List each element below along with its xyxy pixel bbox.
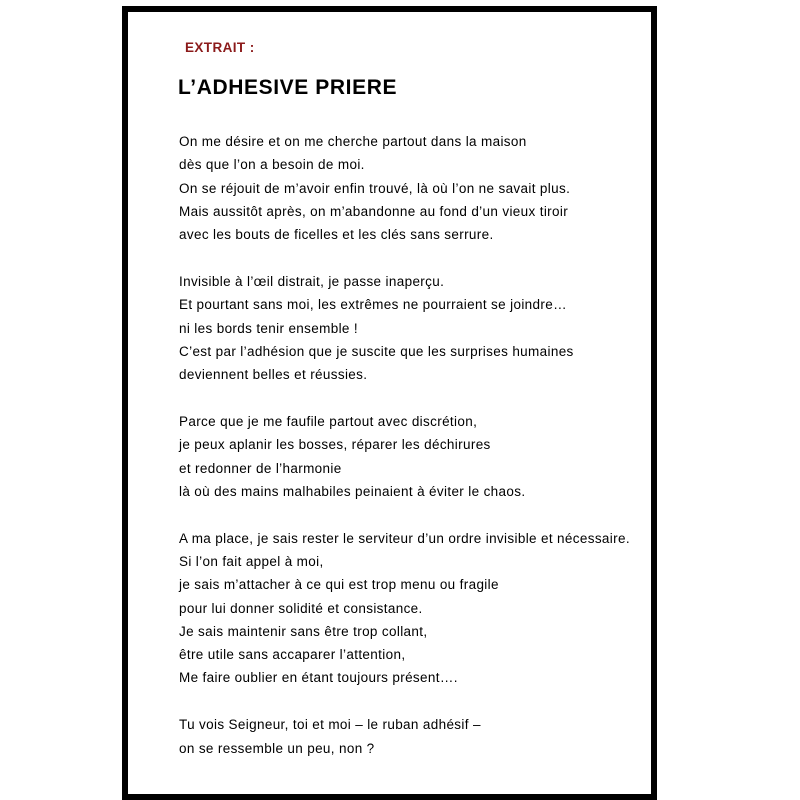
poem-line: là où des mains malhabiles peinaient à éviter le chaos. — [179, 483, 526, 499]
poem-line: On se réjouit de m’avoir enfin trouvé, là où l’on ne savait plus. — [179, 180, 571, 196]
poem-line: être utile sans accaparer l’attention, — [179, 647, 406, 663]
poem-line: Invisible à l’œil distrait, je passe inaperçu. — [179, 273, 445, 289]
poem-line: on se ressemble un peu, non ? — [179, 740, 375, 756]
stanza-1 — [179, 130, 630, 246]
poem-line: ni les bords tenir ensemble ! — [179, 320, 358, 336]
poem-line: Et pourtant sans moi, les extrêmes ne pourraient se joindre… — [179, 297, 567, 313]
poem-line: C’est par l’adhésion que je suscite que les surprises humaines — [179, 343, 574, 359]
stanza-3 — [179, 410, 630, 503]
poem-line: avec les bouts de ficelles et les clés sans serrure. — [179, 227, 494, 243]
poem-line: deviennent belles et réussies. — [179, 367, 368, 383]
poem-line: je sais m’attacher à ce qui est trop menu ou fragile — [179, 577, 499, 593]
stanza-5 — [179, 713, 630, 760]
poem-title: L’ADHESIVE PRIERE — [178, 76, 398, 99]
poem-line: et redonner de l’harmonie — [179, 460, 342, 476]
poem-line: dès que l’on a besoin de moi. — [179, 157, 365, 173]
poem-line: Je sais maintenir sans être trop collant, — [179, 623, 428, 639]
extract-label: EXTRAIT : — [185, 40, 255, 55]
poem-line: pour lui donner solidité et consistance. — [179, 600, 423, 616]
poem-line: Me faire oublier en étant toujours présent…. — [179, 670, 458, 686]
poem-line: Mais aussitôt après, on m’abandonne au fond d’un vieux tiroir — [179, 203, 569, 219]
poem-line: A ma place, je sais rester le serviteur d’un ordre invisible et nécessaire. — [179, 530, 630, 546]
stanza-4 — [179, 527, 630, 690]
poem-line: Si l’on fait appel à moi, — [179, 553, 324, 569]
stanza-2 — [179, 270, 630, 386]
poem-line: Parce que je me faufile partout avec discrétion, — [179, 413, 478, 429]
document-page — [122, 6, 657, 800]
poem-line: je peux aplanir les bosses, réparer les déchirures — [179, 437, 491, 453]
poem-line: Tu vois Seigneur, toi et moi – le ruban adhésif – — [179, 717, 481, 733]
poem-body — [179, 130, 630, 783]
poem-line: On me désire et on me cherche partout dans la maison — [179, 134, 527, 149]
